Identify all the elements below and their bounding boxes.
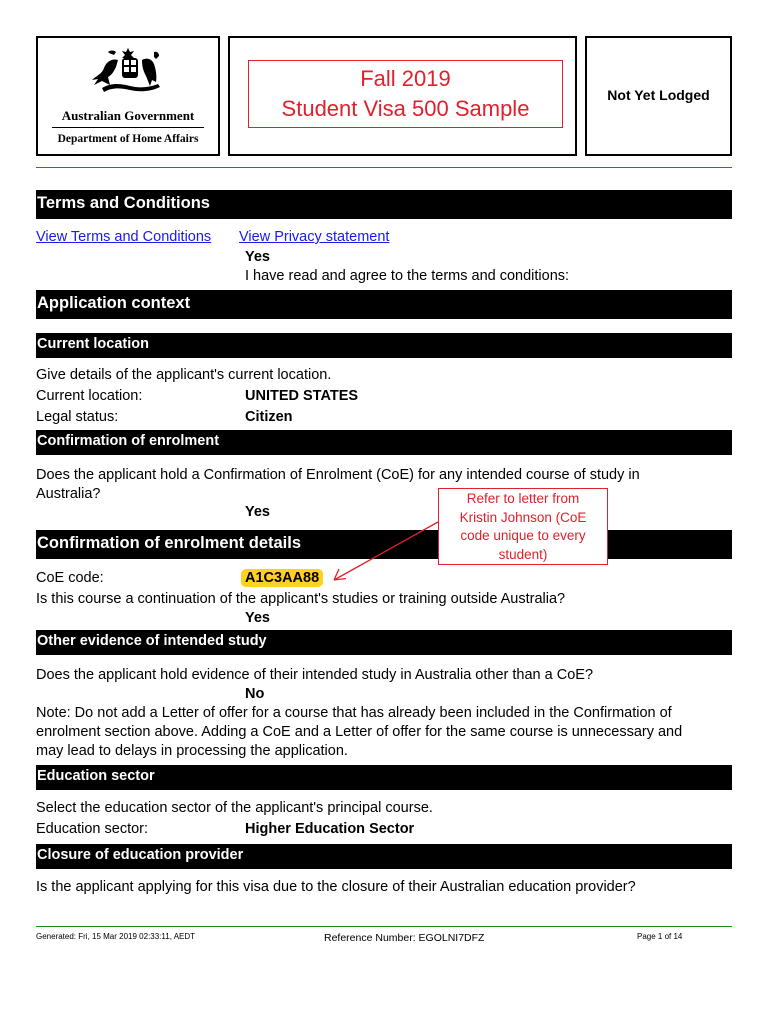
- footer-divider: [36, 926, 732, 927]
- other-evidence-question: Does the applicant hold evidence of their intended study in Australia other than a CoE?: [36, 667, 594, 683]
- coe-code-label: CoE code:: [36, 570, 104, 586]
- section-coe-details-heading: Confirmation of enrolment details: [36, 530, 732, 559]
- confirmation-answer: Yes: [245, 504, 270, 520]
- coe-code-value-wrap: [241, 569, 323, 587]
- title-line-2: Student Visa 500 Sample: [281, 96, 530, 121]
- view-terms-link[interactable]: View Terms and Conditions: [36, 229, 212, 245]
- other-evidence-note-line2: enrolment section above. Adding a CoE and a Letter of offer for the same course is unnecessary and: [36, 724, 683, 740]
- other-evidence-note-line3: may lead to delays in processing the application.: [36, 743, 348, 759]
- other-evidence-answer: No: [245, 686, 265, 702]
- closure-question: Is the applicant applying for this visa due to the closure of their Australian education provider?: [36, 879, 636, 895]
- government-name: Australian Government: [61, 108, 195, 123]
- current-location-intro: Give details of the applicant's current location.: [36, 367, 332, 383]
- section-closure-heading: Closure of education provider: [36, 844, 732, 869]
- coat-of-arms-icon: [88, 46, 172, 98]
- callout-line: student): [498, 546, 548, 562]
- footer-reference: Reference Number: EGOLNI7DFZ: [324, 932, 485, 944]
- section-other-evidence-heading: Other evidence of intended study: [36, 630, 732, 655]
- callout-line: Refer to letter from: [466, 491, 580, 506]
- logo-divider: [52, 127, 204, 128]
- legal-status-label: Legal status:: [36, 409, 119, 425]
- current-location-label: Current location:: [36, 388, 143, 404]
- coe-callout-annotation: [438, 488, 608, 565]
- coe-code-value: A1C3AA88: [241, 569, 323, 587]
- callout-line: code unique to every: [460, 528, 586, 543]
- section-terms-heading: Terms and Conditions: [36, 190, 732, 219]
- education-sector-intro: Select the education sector of the applicant's principal course.: [36, 800, 433, 816]
- other-evidence-note-line1: Note: Do not add a Letter of offer for a course that has already been included in the Confirmation of: [36, 705, 672, 721]
- section-application-context-heading: Application context: [36, 290, 732, 319]
- title-box: [228, 36, 577, 156]
- header-divider: [36, 167, 732, 168]
- confirmation-question-line1: Does the applicant hold a Confirmation of Enrolment (CoE) for any intended course of study in: [36, 467, 640, 483]
- sample-annotation-title: [248, 60, 563, 128]
- section-confirmation-heading: Confirmation of enrolment: [36, 430, 732, 455]
- callout-line: Kristin Johnson (CoE: [459, 509, 587, 525]
- legal-status-value: Citizen: [245, 409, 293, 425]
- section-current-location-heading: Current location: [36, 333, 732, 358]
- footer-page-number: Page 1 of 14: [637, 932, 683, 941]
- department-name: Department of Home Affairs: [57, 133, 199, 145]
- lodgement-status: Not Yet Lodged: [607, 87, 710, 103]
- terms-answer: Yes: [245, 249, 270, 265]
- view-privacy-link[interactable]: View Privacy statement: [239, 229, 390, 245]
- current-location-value: UNITED STATES: [245, 388, 359, 404]
- footer-generated: Generated: Fri, 15 Mar 2019 02:33:11, AEDT: [36, 932, 196, 941]
- education-sector-label: Education sector:: [36, 821, 149, 837]
- title-line-1: Fall 2019: [360, 66, 451, 91]
- continuation-answer: Yes: [245, 610, 270, 626]
- section-education-sector-heading: Education sector: [36, 765, 732, 790]
- government-logo-box: [36, 36, 220, 156]
- lodgement-status-box: [585, 36, 732, 156]
- education-sector-value: Higher Education Sector: [245, 821, 415, 837]
- confirmation-question-line2: Australia?: [36, 486, 101, 502]
- continuation-question: Is this course a continuation of the applicant's studies or training outside Australia?: [36, 591, 566, 607]
- terms-agree-text: I have read and agree to the terms and conditions:: [245, 268, 570, 284]
